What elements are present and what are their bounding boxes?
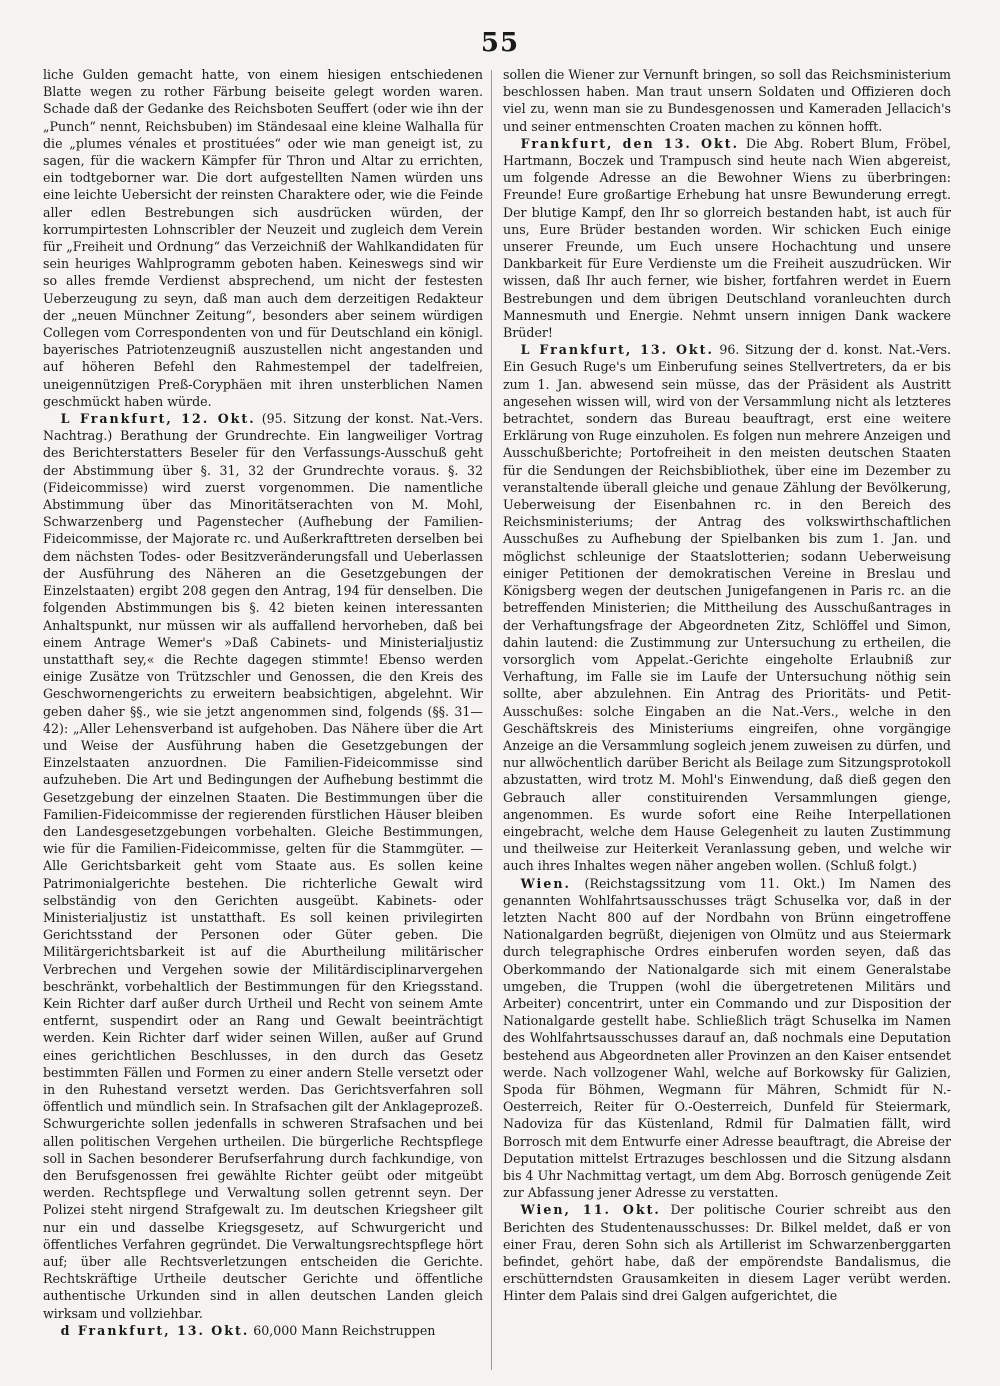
article-text: Die Abg. Robert Blum, Fröbel, Hartmann, Boczek und Trampusch sind heute nach Wien abgereist, um folgende Adresse an die Bewohner Wiens zu überbringen: Freunde! Eure großartige Erhebung hat unsre Bewunderung erregt. Der blutige Kampf, den Ihr so glorreich bestanden habt, ist auch für uns, Eure Brüder bestanden worden. Wir schicken Euch einige unserer Freunde, um Euch unsere Hochachtung und unsere Dankbarkeit für Eure Verdienste um die Freiheit auszudrücken. Wir wissen, daß Ihr auch ferner, wie bisher, fortfahren werdet in Euern Bestrebungen und dem übrigen Deutschland voranleuchten durch Mannesmuth und Energie. Nehmt unsern innigen Dank wackere Brüder! [503, 135, 951, 341]
article-paragraph [503, 135, 951, 341]
article-dateline: Wien. [520, 875, 571, 891]
article-paragraph [43, 66, 483, 410]
article-dateline: L Frankfurt, 12. Okt. [60, 411, 256, 427]
article-dateline: L Frankfurt, 13. Okt. [520, 342, 714, 358]
article-text: 60,000 Mann Reichstruppen [253, 1322, 436, 1338]
article-paragraph [43, 1322, 483, 1339]
article-text: liche Gulden gemacht hatte, von einem hiesigen entschiedenen Blatte wegen zu rother Färbung beiseite gelegt worden waren. Schade daß der Gedanke des Reichsboten Seuffert (oder wie ihn der „Punch“ nennt, Reichsbuben) im Ständesaal eine kleine Walhalla für die „plumes vénales et prostituées“ oder wie man geneigt ist, zu sagen, für die wackern Kämpfer für Thron und Altar zu errichten, ein todtgeborner war. Die dort aufgestellten Namen würden uns eine leichte Uebersicht der reinsten Charaktere oder, wie die Feinde aller edlen Bestrebungen sich ausdrücken würden, der korrumpirtesten Lohnscribler der Neuzeit und zugleich dem Verein für „Freiheit und Ordnung“ das Verzeichniß der Wahlkandidaten für sein heuriges Wahlprogramm geboten haben. Keineswegs sind wir so alles fremde Verdienst absprechend, um nicht der festesten Ueberzeugung zu seyn, daß man auch dem derzeitigen Redakteur der „neuen Münchner Zeitung“, besonders aber seinem würdigen Collegen vom Correspondenten von und für Deutschland ein königl. bayerisches Patriotenzeugniß auszustellen nicht angestanden und auf höheren Befehl den Rahmestempel der tadelfreien, uneigennützigen Preß-Coryphäen mit ihren unsterblichen Namen geschmückt haben würde. [43, 67, 483, 409]
article-text: (95. Sitzung der konst. Nat.-Vers. Nachtrag.) Berathung der Grundrechte. Ein langweiliger Vortrag des Berichterstatters Beseler für den Verfassungs-Ausschuß geht der Abstimmung über §. 31, 32 der Grundrechte voraus. §. 32 (Fideicommisse) wird zuerst vorgenommen. Die namentliche Abstimmung über das Minoritätserachten von M. Mohl, Schwarzenberg und Pagenstecher (Aufhebung der Familien-Fideicommisse, der Majorate rc. und Außerkrafttreten derselben bei dem nächsten Todes- oder Besitzveränderungsfall und Ueberlassen der Ausführung des Näheren an die Gesetzgebungen der Einzelstaaten) ergibt 208 gegen den Antrag, 194 für denselben. Die folgenden Abstimmungen bis §. 42 bieten keinen interessanten Anhaltspunkt, nur müssen wir als auffallend hervorheben, daß bei einem Antrage Wemer's »Daß Cabinets- und Ministerialjustiz unstatthaft sey,« die Rechte dagegen stimmte! Ebenso werden einige Zusätze von Trützschler und Genossen, die den Kreis des Geschwornengerichts zu erweitern beabsichtigen, abgelehnt. Wir geben daher §§., wie sie jetzt angenommen sind, folgends (§§. 31—42): „Aller Lehensverband ist aufgehoben. Das Nähere über die Art und Weise der Ausführung haben die Gesetzgebungen der Einzelstaaten anzuordnen. Die Familien-Fideicommisse sind aufzuheben. Die Art und Bedingungen der Aufhebung bestimmt die Gesetzgebung der einzelnen Staaten. Die Bestimmungen über die Familien-Fideicommisse der regierenden fürstlichen Häuser bleiben den Landesgesetzgebungen vorbehalten. Gleiche Bestimmungen, wie für die Familien-Fideicommisse, gelten für die Stammgüter. — Alle Gerichtsbarkeit geht vom Staate aus. Es sollen keine Patrimonialgerichte bestehen. Die richterliche Gewalt wird selbständig von den Gerichten ausgeübt. Kabinets- oder Ministerialjustiz ist unstatthaft. Es soll keinen privilegirten Gerichtsstand der Personen oder Güter geben. Die Militärgerichtsbarkeit ist auf die Aburtheilung militärischer Verbrechen und Vergehen sowie der Militärdisciplinarvergehen beschränkt, vorbehaltlich der Bestimmungen für den Kriegsstand. Kein Richter darf außer durch Urtheil und Recht von seinem Amte entfernt, suspendirt oder an Rang und Gewalt beeinträchtigt werden. Kein Richter darf wider seinen Willen, außer auf Grund eines gerichtlichen Beschlusses, in den durch das Gesetz bestimmten Fällen und Formen zu einer andern Stelle versetzt oder in den Ruhestand versetzt werden. Das Gerichtsverfahren soll öffentlich und mündlich sein. In Strafsachen gilt der Anklageprozeß. Schwurgerichte sollen jedenfalls in schweren Strafsachen und bei allen politischen Vergehen urtheilen. Die bürgerliche Rechtspflege soll in Sachen besonderer Berufserfahrung durch fachkundige, von den Berufsgenossen frei gewählte Richter geübt oder mitgeübt werden. Rechtspflege und Verwaltung sollen getrennt seyn. Der Polizei steht nirgend Strafgewalt zu. Im deutschen Kriegsheer gilt nur ein und dasselbe Kriegsgesetz, auf Schwurgericht und öffentliches Verfahren gegründet. Die Verwaltungsrechtspflege hört auf; über alle Rechtsverletzungen entscheiden die Gerichte. Rechtskräftige Urtheile deutscher Gerichte und öffentliche authentische Urkunden sind in allen deutschen Landen gleich wirksam und vollziehbar. [43, 411, 483, 1321]
left-column [43, 66, 483, 1372]
article-text: sollen die Wiener zur Vernunft bringen, so soll das Reichsministerium beschlossen haben. Man traut unsern Soldaten und Offizieren doch viel zu, wenn man sie zu Bundesgenossen und Kameraden Jellacich's und seiner entmenschten Croaten machen zu können hofft. [503, 67, 951, 134]
article-paragraph [503, 66, 951, 135]
column-divider [491, 70, 492, 1370]
article-paragraph [503, 875, 951, 1202]
article-text: 96. Sitzung der d. konst. Nat.-Vers. Ein Gesuch Ruge's um Einberufung seines Stellvertreters, da er bis zum 1. Jan. abwesend sein müsse, das der Präsident als Austritt angesehen wissen will, wird von der Versammlung nicht als letzteres betrachtet, sondern das Bureau beauftragt, erst eine weitere Erklärung von Ruge einzuholen. Es folgen nun mehrere Anzeigen und Ausschußberichte; Portofreiheit in den meisten deutschen Staaten für die Sendungen der Reichsbibliothek, über eine im Dezember zu veranstaltende überall gleiche und genaue Zählung der Bevölkerung, Ueberweisung der Eisenbahnen rc. in den Bereich des Reichsministeriums; der Antrag des volkswirthschaftlichen Ausschußes zu Aufhebung der Spielbanken bis zum 1. Jan. und möglichst schleunige der Staatslotterien; sodann Ueberweisung einiger Petitionen der demokratischen Vereine in Breslau und Königsberg wegen der deutschen Junigefangenen in Paris rc. an die betreffenden Ministerien; die Mittheilung des Ausschußantrages in der Verhaftungsfrage der Abgeordneten Zitz, Schlöffel und Simon, dahin lautend: die Zustimmung zur Untersuchung zu ertheilen, die vorsorglich vom Appelat.-Gerichte eingeholte Erlaubniß zur Verhaftung, im Falle sie im Laufe der Untersuchung nöthig sein sollte, aber abzulehnen. Ein Antrag des Prioritäts- und Petit-Ausschußes: solche Eingaben an die Nat.-Vers., welche in den Geschäftskreis des Ministeriums eingreifen, ohne vorgängige Anzeige an die Versammlung sogleich jenem zuweisen zu dürfen, und nur allwöchentlich darüber Bericht als Beilage zum Sitzungsprotokoll abzustatten, wird trotz M. Mohl's Einwendung, daß dieß gegen den Gebrauch aller constituirenden Versammlungen gienge, angenommen. Es wurde sofort eine Reihe Interpellationen eingebracht, welche dem Hause Gelegenheit zu lauten Zustimmung und theilweise zur Heiterkeit Veranlassung geben, und welche wir auch ihres Inhaltes wegen näher angeben wollen. (Schluß folgt.) [503, 342, 951, 874]
article-paragraph [43, 410, 483, 1322]
right-column [503, 66, 951, 1372]
article-dateline: Wien, 11. Okt. [520, 1202, 661, 1218]
article-dateline: Frankfurt, den 13. Okt. [520, 135, 739, 151]
article-text: (Reichstagssitzung vom 11. Okt.) Im Namen des genannten Wohlfahrtsausschusses trägt Schuselka vor, daß in der letzten Nacht 800 auf der Nordbahn von Brünn eingetroffene Nationalgarden begrüßt, diejenigen von Olmütz und aus Steiermark durch telegraphische Ordres einberufen worden seyen, daß das Oberkommando der Nationalgarde sich mit einem Generalstabe umgeben, die Truppen (wohl die übergetretenen Militärs und Arbeiter) concentrirt, unter ein Commando und zur Disposition der Nationalgarde gestellt habe. Schließlich trägt Schuselka im Namen des Wohlfahrtsausschusses darauf an, daß nochmals eine Deputation bestehend aus Abgeordneten aller Provinzen an den Kaiser entsendet werde. Nach vollzogener Wahl, welche auf Borkowsky für Galizien, Spoda für Böhmen, Wegmann für Mähren, Schmidt für N.-Oesterreich, Reiter für O.-Oesterreich, Dunfeld für Steiermark, Nadoviza für das Küstenland, Rdmil für Dalmatien fällt, wird Borrosch mit dem Entwurfe einer Adresse beauftragt, die Abreise der Deputation mittelst Ertrazuges beschlossen und die Sitzung alsdann bis 4 Uhr Nachmittag vertagt, um dem Abg. Borrosch genügende Zeit zur Abfassung jener Adresse zu verstatten. [503, 875, 951, 1201]
article-paragraph [503, 341, 951, 874]
article-dateline: d Frankfurt, 13. Okt. [60, 1322, 250, 1338]
page-number: 55 [480, 28, 520, 58]
article-text: Der politische Courier schreibt aus den Berichten des Studentenausschusses: Dr. Bilkel meldet, daß er von einer Frau, deren Sohn sich als Artillerist im Schwarzenberggarten befindet, gehört habe, daß der empörendste Bandalismus, die erschütterndsten Grausamkeiten in diesem Lager verübt werden. Hinter dem Palais sind drei Galgen aufgerichtet, die [503, 1202, 951, 1304]
article-paragraph [503, 1201, 951, 1304]
